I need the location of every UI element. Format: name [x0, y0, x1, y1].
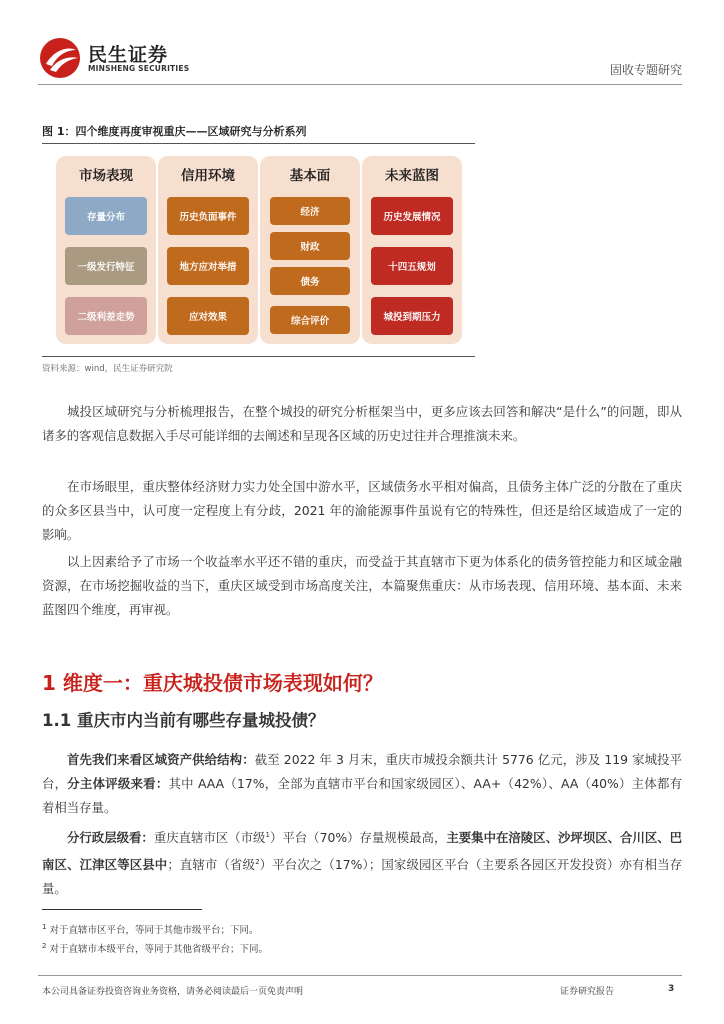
text: 其中 AAA（17%，全部为直辖市平台和国家级园区）、AA+（42%）、AA（40%）主体都有着相当存量。 [42, 776, 682, 815]
bold-lead: 分主体评级来看： [67, 776, 169, 791]
dimension-item: 一级发行特征 [65, 247, 147, 285]
dimension-item: 地方应对举措 [167, 247, 249, 285]
footnote-text: 对于直辖市区平台，等同于其他市级平台；下同。 [49, 925, 259, 936]
dimension-item: 存量分布 [65, 197, 147, 235]
section-heading-1: 1 维度一：重庆城投债市场表现如何？ [42, 671, 383, 695]
dimension-item: 经济 [270, 197, 350, 225]
section-heading-1-1: 1.1 重庆市内当前有哪些存量城投债？ [42, 711, 325, 730]
footnote-ref[interactable]: 1 [265, 831, 270, 839]
text: ）平台（70%）存量规模最高， [269, 830, 447, 846]
dimension-item: 二级利差走势 [65, 297, 147, 335]
footer-report-type: 证券研究报告 [560, 987, 615, 997]
text: 截至 2022 年 3 月末，重庆市城投余额共计 5776 亿元，涉及 119 家城投平台， [42, 752, 683, 791]
logo-english-name: MINSHENG SECURITIES [88, 64, 190, 73]
footnote-divider [42, 909, 202, 910]
bold-highlight: 主要集中在涪陵区、沙坪坝区、合川区、巴南区、江津区等区县中 [42, 830, 683, 873]
figure-caption: 图 1：四个维度再度审视重庆——区域研究与分析系列 [42, 125, 307, 138]
bold-lead: 分行政层级看： [67, 830, 154, 846]
figure-bottom-rule [42, 356, 475, 357]
column-title: 基本面 [289, 168, 331, 184]
dimension-column-market [56, 156, 156, 344]
footnote-mark: 1 [42, 922, 47, 931]
footer-divider [38, 975, 682, 976]
header-divider [38, 84, 682, 85]
footnote-1 [42, 922, 259, 936]
paragraph-admin-level [42, 823, 682, 901]
column-title: 未来蓝图 [385, 168, 439, 184]
dimension-column-fundamentals [260, 156, 360, 344]
dimension-item: 财政 [270, 232, 350, 260]
page-number: 3 [668, 984, 675, 994]
dimension-item: 应对效果 [167, 297, 249, 335]
dimension-item: 十四五规划 [371, 247, 453, 285]
text: ；直辖市（省级 [167, 857, 256, 873]
dimension-item: 综合评价 [270, 306, 350, 334]
minsheng-logo-icon [38, 36, 82, 80]
paragraph-supply-structure [42, 748, 682, 820]
footnote-2 [42, 941, 268, 955]
figure-source: 资料来源：wind，民生证券研究院 [42, 364, 173, 374]
section-tag: 固收专题研究 [609, 63, 682, 77]
footnote-ref[interactable]: 2 [255, 858, 260, 867]
paragraph-focus: 以上因素给予了市场一个收益率水平还不错的重庆，而受益于其直辖市下更为体系化的债务管控能力和区域金融资源，在市场挖掘收益的当下，重庆区域受到市场高度关注，本篇聚焦重庆：从市场表现、信用环境、基本面、未来蓝图四个维度，再审视。 [42, 554, 682, 617]
column-title: 信用环境 [181, 168, 235, 184]
text: ）平台次之（17%）；国家级园区平台（主要系各园区开发投资）亦有相当存量。 [42, 857, 683, 897]
footnote-mark: 2 [42, 941, 47, 950]
footnote-text: 对于直辖市本级平台，等同于其他省级平台；下同。 [49, 944, 269, 955]
dimension-column-blueprint [362, 156, 462, 344]
footer-disclaimer: 本公司具备证券投资咨询业务资格，请务必阅读最后一页免责声明 [42, 987, 304, 997]
text: 重庆直辖市区（市级 [153, 830, 266, 846]
dimension-item: 债务 [270, 267, 350, 295]
dimension-item: 历史发展情况 [371, 197, 453, 235]
paragraph-market-view: 在市场眼里，重庆整体经济财力实力处全国中游水平，区域债务水平相对偏高，且债务主体广泛的分散在了重庆的众多区县当中，认可度一定程度上有分歧，2021 年的渝能源事件虽说有它的特殊性，但还是给区域造成了一定的影响。 [42, 479, 682, 542]
dimension-item: 历史负面事件 [167, 197, 249, 235]
brand-logo [38, 36, 188, 80]
logo-chinese-name: 民生证券 [88, 44, 169, 66]
figure-top-rule [42, 143, 475, 144]
dimension-column-credit [158, 156, 258, 344]
paragraph-intro: 城投区域研究与分析梳理报告，在整个城投的研究分析框架当中，更多应该去回答和解决“是什么”的问题，即从诸多的客观信息数据入手尽可能详细的去阐述和呈现各区域的历史过往并合理推演未来。 [42, 404, 682, 443]
bold-lead: 首先我们来看区域资产供给结构： [67, 752, 255, 767]
dimension-item: 城投到期压力 [371, 297, 453, 335]
column-title: 市场表现 [79, 168, 133, 184]
